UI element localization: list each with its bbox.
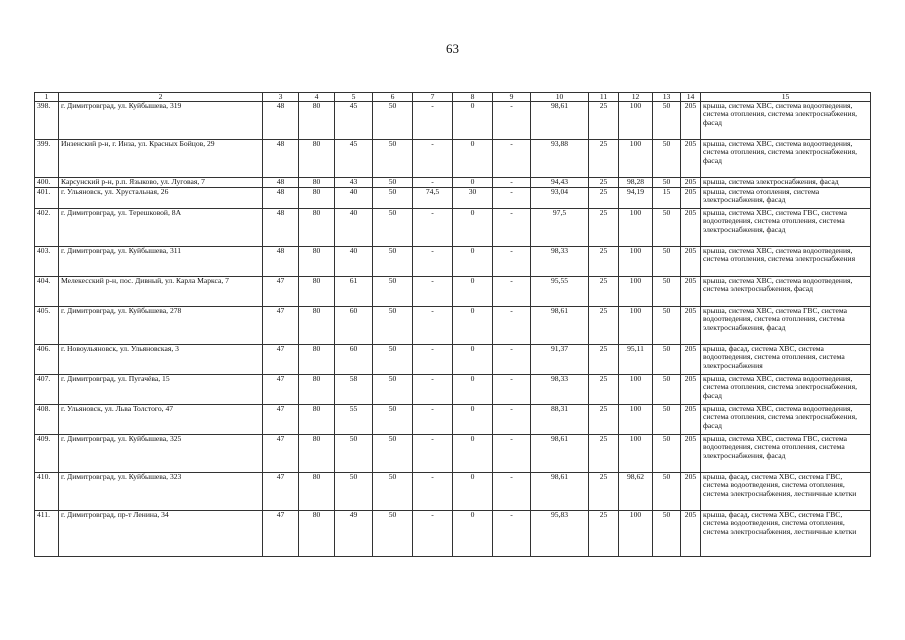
value-cell: 80 — [299, 307, 335, 345]
value-cell: 80 — [299, 209, 335, 247]
value-cell: 25 — [589, 405, 619, 435]
works-cell: крыша, система ХВС, система ГВС, система водоотведения, система отопления, система электроснабжения, фасад — [701, 209, 871, 247]
value-cell: 25 — [589, 277, 619, 307]
value-cell: 50 — [653, 511, 681, 557]
value-cell: - — [413, 435, 453, 473]
works-cell: крыша, система ХВС, система водоотведения, система отопления, система электроснабжения, фасад — [701, 375, 871, 405]
value-cell: 30 — [453, 188, 493, 209]
value-cell: 95,55 — [531, 277, 589, 307]
value-cell: 205 — [681, 405, 701, 435]
row-number: 405. — [35, 307, 59, 345]
value-cell: 50 — [373, 102, 413, 140]
table-row — [35, 247, 871, 277]
value-cell: 91,37 — [531, 345, 589, 375]
value-cell: 94,43 — [531, 178, 589, 188]
column-header-row — [35, 93, 871, 102]
value-cell: 50 — [373, 345, 413, 375]
value-cell: 98,33 — [531, 247, 589, 277]
value-cell: 48 — [263, 178, 299, 188]
value-cell: 47 — [263, 511, 299, 557]
value-cell: 205 — [681, 247, 701, 277]
value-cell: 100 — [619, 511, 653, 557]
value-cell: 50 — [373, 511, 413, 557]
value-cell: 0 — [453, 209, 493, 247]
value-cell: 80 — [299, 405, 335, 435]
column-header: 2 — [59, 93, 263, 102]
value-cell: - — [493, 209, 531, 247]
value-cell: 97,5 — [531, 209, 589, 247]
value-cell: 60 — [335, 307, 373, 345]
value-cell: - — [413, 345, 453, 375]
value-cell: 47 — [263, 307, 299, 345]
value-cell: - — [413, 277, 453, 307]
value-cell: - — [413, 209, 453, 247]
value-cell: 25 — [589, 473, 619, 511]
row-number: 404. — [35, 277, 59, 307]
works-cell: крыша, система электроснабжения, фасад — [701, 178, 871, 188]
value-cell: - — [413, 511, 453, 557]
value-cell: 100 — [619, 102, 653, 140]
address-cell: г. Димитровград, пр-т Ленина, 34 — [59, 511, 263, 557]
row-number: 399. — [35, 140, 59, 178]
value-cell: 25 — [589, 345, 619, 375]
table-row — [35, 473, 871, 511]
value-cell: 50 — [373, 435, 413, 473]
value-cell: 40 — [335, 209, 373, 247]
works-cell: крыша, система ХВС, система водоотведения, система отопления, система электроснабжения, фасад — [701, 405, 871, 435]
value-cell: 50 — [653, 140, 681, 178]
value-cell: 100 — [619, 140, 653, 178]
value-cell: 205 — [681, 277, 701, 307]
value-cell: 0 — [453, 375, 493, 405]
value-cell: 80 — [299, 188, 335, 209]
value-cell: 205 — [681, 307, 701, 345]
works-cell: крыша, фасад, система ХВС, система водоотведения, система отопления, система электроснабжения — [701, 345, 871, 375]
value-cell: 48 — [263, 102, 299, 140]
table-row — [35, 178, 871, 188]
value-cell: 205 — [681, 473, 701, 511]
address-cell: г. Ульяновск, ул. Хрустальная, 26 — [59, 188, 263, 209]
value-cell: - — [493, 277, 531, 307]
value-cell: - — [413, 247, 453, 277]
column-header: 5 — [335, 93, 373, 102]
table-row — [35, 345, 871, 375]
value-cell: 0 — [453, 511, 493, 557]
value-cell: 80 — [299, 277, 335, 307]
row-number: 410. — [35, 473, 59, 511]
value-cell: - — [413, 473, 453, 511]
value-cell: - — [413, 102, 453, 140]
value-cell: 80 — [299, 435, 335, 473]
value-cell: 0 — [453, 102, 493, 140]
value-cell: 100 — [619, 247, 653, 277]
value-cell: - — [413, 178, 453, 188]
value-cell: 50 — [373, 140, 413, 178]
value-cell: 50 — [373, 375, 413, 405]
value-cell: 0 — [453, 140, 493, 178]
row-number: 409. — [35, 435, 59, 473]
value-cell: 100 — [619, 209, 653, 247]
column-header: 15 — [701, 93, 871, 102]
column-header: 13 — [653, 93, 681, 102]
value-cell: 47 — [263, 405, 299, 435]
value-cell: 93,04 — [531, 188, 589, 209]
value-cell: 98,62 — [619, 473, 653, 511]
works-cell: крыша, система ХВС, система водоотведения, система электроснабжения, фасад — [701, 277, 871, 307]
value-cell: 50 — [653, 178, 681, 188]
value-cell: 45 — [335, 140, 373, 178]
address-cell: г. Димитровград, ул. Терешковой, 8А — [59, 209, 263, 247]
value-cell: 48 — [263, 140, 299, 178]
buildings-table — [34, 92, 871, 557]
value-cell: - — [493, 345, 531, 375]
value-cell: 47 — [263, 345, 299, 375]
value-cell: - — [493, 511, 531, 557]
value-cell: 50 — [373, 188, 413, 209]
value-cell: 80 — [299, 140, 335, 178]
address-cell: г. Новоульяновск, ул. Ульяновская, 3 — [59, 345, 263, 375]
value-cell: 205 — [681, 345, 701, 375]
value-cell: 0 — [453, 178, 493, 188]
value-cell: 50 — [335, 435, 373, 473]
address-cell: г. Димитровград, ул. Пугачёва, 15 — [59, 375, 263, 405]
value-cell: 98,61 — [531, 435, 589, 473]
value-cell: 25 — [589, 209, 619, 247]
page-number: 63 — [446, 41, 459, 56]
address-cell: г. Ульяновск, ул. Льва Толстого, 47 — [59, 405, 263, 435]
address-cell: г. Димитровград, ул. Куйбышева, 325 — [59, 435, 263, 473]
column-header: 3 — [263, 93, 299, 102]
value-cell: - — [413, 405, 453, 435]
value-cell: 98,61 — [531, 473, 589, 511]
table-row — [35, 435, 871, 473]
value-cell: 0 — [453, 277, 493, 307]
value-cell: - — [493, 375, 531, 405]
value-cell: 205 — [681, 511, 701, 557]
value-cell: - — [493, 178, 531, 188]
value-cell: 88,31 — [531, 405, 589, 435]
value-cell: 95,83 — [531, 511, 589, 557]
row-number: 411. — [35, 511, 59, 557]
value-cell: 80 — [299, 473, 335, 511]
row-number: 402. — [35, 209, 59, 247]
value-cell: 0 — [453, 435, 493, 473]
column-header: 11 — [589, 93, 619, 102]
table-row — [35, 188, 871, 209]
value-cell: 25 — [589, 178, 619, 188]
value-cell: 48 — [263, 209, 299, 247]
value-cell: 50 — [653, 435, 681, 473]
table-row — [35, 405, 871, 435]
value-cell: 49 — [335, 511, 373, 557]
address-cell: Карсунский р-н, р.п. Языково, ул. Луговая, 7 — [59, 178, 263, 188]
value-cell: - — [413, 140, 453, 178]
value-cell: 47 — [263, 375, 299, 405]
value-cell: 205 — [681, 435, 701, 473]
value-cell: 205 — [681, 188, 701, 209]
address-cell: г. Димитровград, ул. Куйбышева, 319 — [59, 102, 263, 140]
value-cell: 50 — [335, 473, 373, 511]
value-cell: 55 — [335, 405, 373, 435]
value-cell: 50 — [373, 277, 413, 307]
value-cell: 50 — [653, 473, 681, 511]
table-row — [35, 102, 871, 140]
value-cell: 100 — [619, 277, 653, 307]
address-cell: г. Димитровград, ул. Куйбышева, 278 — [59, 307, 263, 345]
value-cell: - — [493, 247, 531, 277]
value-cell: 25 — [589, 511, 619, 557]
row-number: 398. — [35, 102, 59, 140]
value-cell: 98,61 — [531, 102, 589, 140]
value-cell: 80 — [299, 102, 335, 140]
value-cell: 80 — [299, 375, 335, 405]
value-cell: 40 — [335, 188, 373, 209]
row-number: 408. — [35, 405, 59, 435]
row-number: 401. — [35, 188, 59, 209]
column-header: 10 — [531, 93, 589, 102]
value-cell: 98,28 — [619, 178, 653, 188]
table-row — [35, 140, 871, 178]
value-cell: - — [493, 102, 531, 140]
value-cell: 100 — [619, 307, 653, 345]
column-header: 6 — [373, 93, 413, 102]
value-cell: 50 — [373, 307, 413, 345]
value-cell: - — [493, 307, 531, 345]
table-row — [35, 209, 871, 247]
value-cell: 45 — [335, 102, 373, 140]
value-cell: 48 — [263, 247, 299, 277]
value-cell: 0 — [453, 405, 493, 435]
value-cell: 50 — [373, 473, 413, 511]
value-cell: - — [493, 435, 531, 473]
value-cell: 98,61 — [531, 307, 589, 345]
address-cell: Инзенский р-н, г. Инза, ул. Красных Бойцов, 29 — [59, 140, 263, 178]
value-cell: 50 — [373, 405, 413, 435]
value-cell: 205 — [681, 102, 701, 140]
column-header: 1 — [35, 93, 59, 102]
value-cell: 74,5 — [413, 188, 453, 209]
table-row — [35, 375, 871, 405]
works-cell: крыша, фасад, система ХВС, система ГВС, система водоотведения, система отопления, система электроснабжения, лестничные клетки — [701, 511, 871, 557]
value-cell: 205 — [681, 140, 701, 178]
address-cell: г. Димитровград, ул. Куйбышева, 323 — [59, 473, 263, 511]
column-header: 4 — [299, 93, 335, 102]
value-cell: 15 — [653, 188, 681, 209]
value-cell: 93,88 — [531, 140, 589, 178]
column-header: 8 — [453, 93, 493, 102]
table-row — [35, 511, 871, 557]
works-cell: крыша, система ХВС, система водоотведения, система отопления, система электроснабжения — [701, 247, 871, 277]
value-cell: 50 — [653, 345, 681, 375]
value-cell: - — [413, 375, 453, 405]
value-cell: 98,33 — [531, 375, 589, 405]
value-cell: 48 — [263, 188, 299, 209]
row-number: 407. — [35, 375, 59, 405]
value-cell: 50 — [653, 375, 681, 405]
column-header: 7 — [413, 93, 453, 102]
value-cell: 0 — [453, 247, 493, 277]
value-cell: 0 — [453, 345, 493, 375]
value-cell: 100 — [619, 375, 653, 405]
value-cell: 80 — [299, 178, 335, 188]
works-cell: крыша, система ХВС, система водоотведения, система отопления, система электроснабжения, фасад — [701, 140, 871, 178]
value-cell: 50 — [653, 405, 681, 435]
value-cell: 43 — [335, 178, 373, 188]
value-cell: 50 — [653, 102, 681, 140]
column-header: 9 — [493, 93, 531, 102]
works-cell: крыша, система ХВС, система ГВС, система водоотведения, система отопления, система электроснабжения, фасад — [701, 307, 871, 345]
works-cell: крыша, система ХВС, система ГВС, система водоотведения, система отопления, система электроснабжения, фасад — [701, 435, 871, 473]
value-cell: 25 — [589, 435, 619, 473]
value-cell: 100 — [619, 405, 653, 435]
value-cell: 80 — [299, 247, 335, 277]
works-cell: крыша, система ХВС, система водоотведения, система отопления, система электроснабжения, фасад — [701, 102, 871, 140]
value-cell: 47 — [263, 435, 299, 473]
value-cell: 0 — [453, 473, 493, 511]
value-cell: 100 — [619, 435, 653, 473]
value-cell: - — [493, 473, 531, 511]
value-cell: 50 — [653, 247, 681, 277]
works-cell: крыша, система отопления, система электроснабжения, фасад — [701, 188, 871, 209]
value-cell: 205 — [681, 209, 701, 247]
value-cell: - — [413, 307, 453, 345]
value-cell: 205 — [681, 375, 701, 405]
address-cell: г. Димитровград, ул. Куйбышева, 311 — [59, 247, 263, 277]
value-cell: - — [493, 140, 531, 178]
value-cell: 25 — [589, 188, 619, 209]
row-number: 400. — [35, 178, 59, 188]
value-cell: 25 — [589, 247, 619, 277]
value-cell: 80 — [299, 345, 335, 375]
value-cell: 47 — [263, 277, 299, 307]
value-cell: 50 — [373, 209, 413, 247]
value-cell: 50 — [373, 178, 413, 188]
value-cell: 95,11 — [619, 345, 653, 375]
table-row — [35, 277, 871, 307]
value-cell: 60 — [335, 345, 373, 375]
column-header: 12 — [619, 93, 653, 102]
table-row — [35, 307, 871, 345]
value-cell: 40 — [335, 247, 373, 277]
value-cell: 47 — [263, 473, 299, 511]
value-cell: - — [493, 188, 531, 209]
value-cell: 0 — [453, 307, 493, 345]
value-cell: 50 — [653, 307, 681, 345]
value-cell: 25 — [589, 375, 619, 405]
row-number: 406. — [35, 345, 59, 375]
address-cell: Мелекесский р-н, пос. Дивный, ул. Карла Маркса, 7 — [59, 277, 263, 307]
value-cell: 50 — [373, 247, 413, 277]
value-cell: 58 — [335, 375, 373, 405]
value-cell: 205 — [681, 178, 701, 188]
value-cell: 80 — [299, 511, 335, 557]
value-cell: 94,19 — [619, 188, 653, 209]
value-cell: 25 — [589, 140, 619, 178]
column-header: 14 — [681, 93, 701, 102]
value-cell: 61 — [335, 277, 373, 307]
value-cell: - — [493, 405, 531, 435]
value-cell: 50 — [653, 209, 681, 247]
works-cell: крыша, фасад, система ХВС, система ГВС, система водоотведения, система отопления, система электроснабжения, лестничные клетки — [701, 473, 871, 511]
value-cell: 25 — [589, 307, 619, 345]
value-cell: 50 — [653, 277, 681, 307]
value-cell: 25 — [589, 102, 619, 140]
row-number: 403. — [35, 247, 59, 277]
